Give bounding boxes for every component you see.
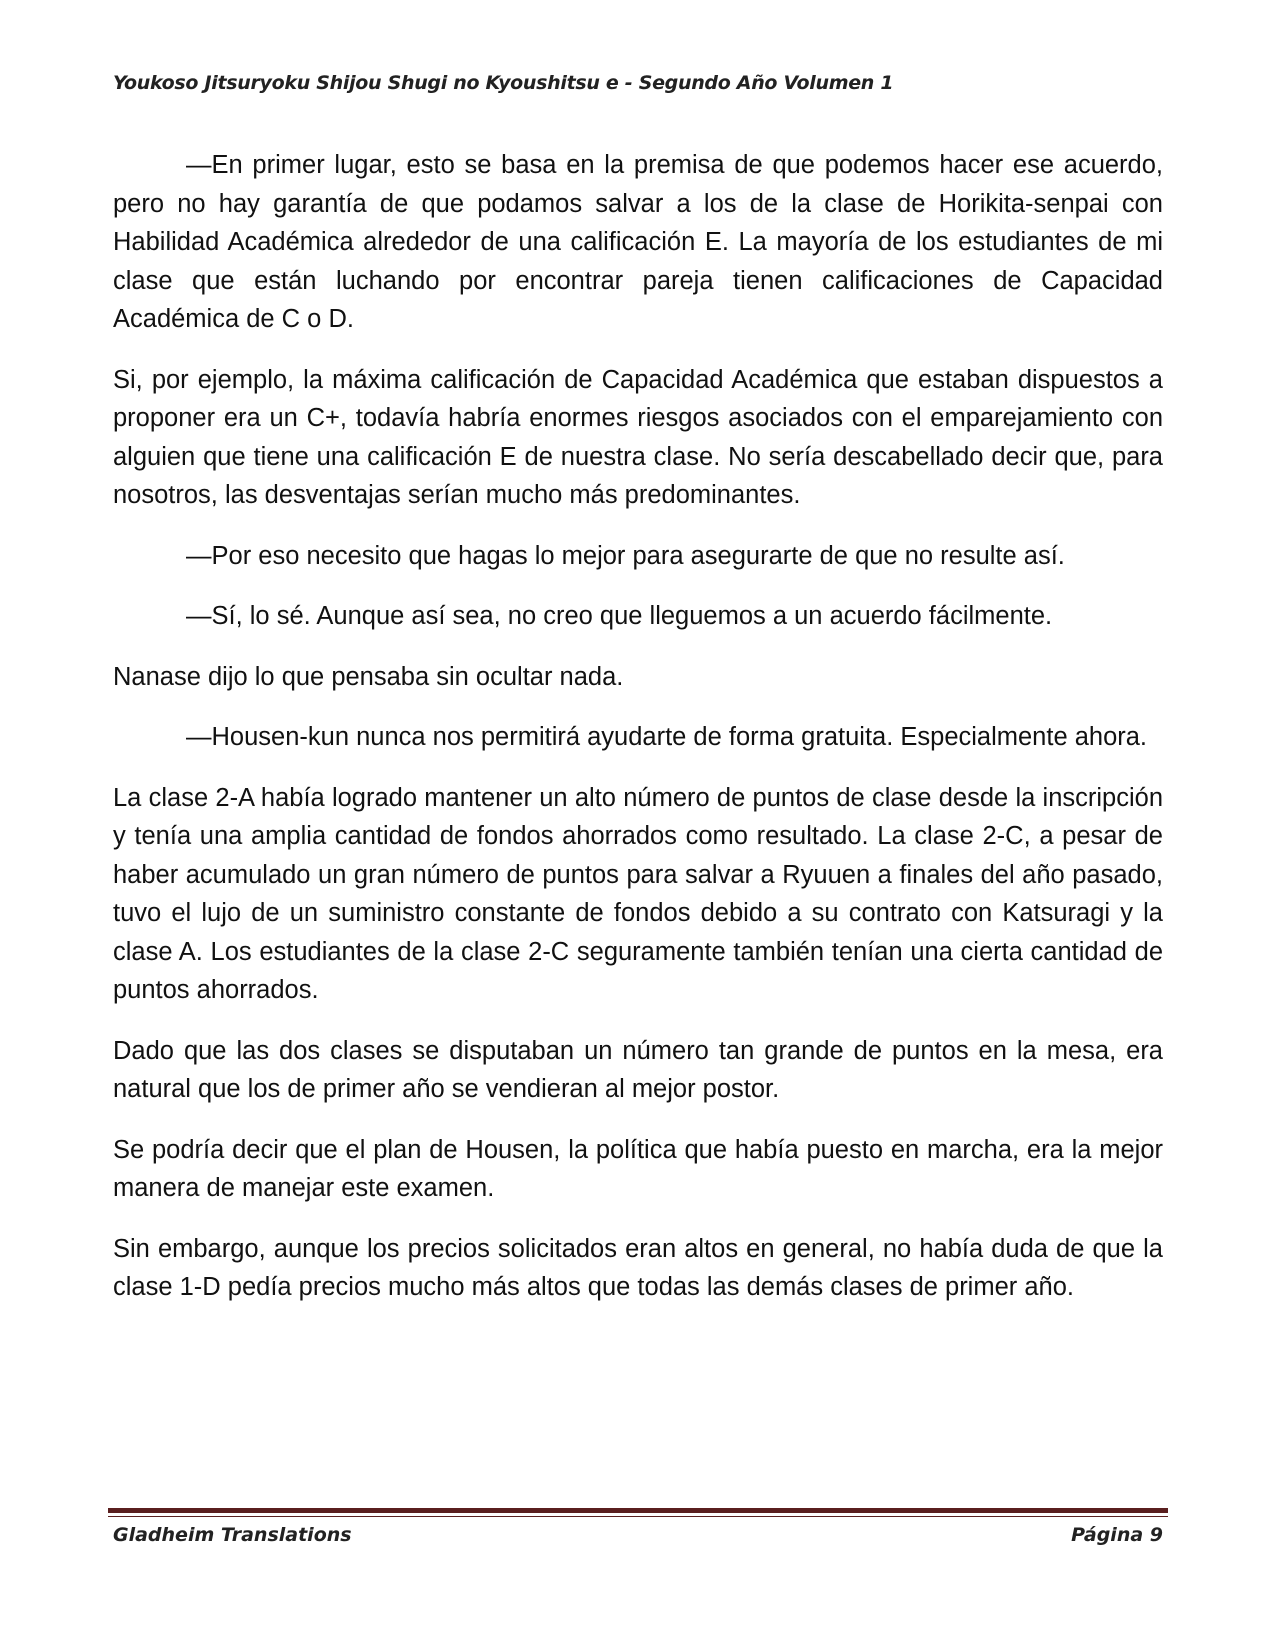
footer-translator: Gladheim Translations xyxy=(113,1524,352,1546)
paragraph: Se podría decir que el plan de Housen, la política que había puesto en marcha, era la mejor manera de manejar este examen. xyxy=(113,1135,1163,1202)
paragraph: La clase 2-A había logrado mantener un alto número de puntos de clase desde la inscripción y tenía una amplia cantidad de fondos ahorrados como resultado. La clase 2-C, a pesar de haber acumulado un gran número de puntos para salvar a Ryuuen a finales del año pasado, tuvo el lujo de un suministro constante de fondos debido a su contrato con Katsuragi y la clase A. Los estudiantes de la clase 2-C seguramente también tenían una cierta cantidad de puntos ahorrados. xyxy=(113,783,1163,1004)
paragraph: Nanase dijo lo que pensaba sin ocultar nada. xyxy=(113,662,624,691)
page-header: Youkoso Jitsuryoku Shijou Shugi no Kyoushitsu e - Segundo Año Volumen 1 xyxy=(113,72,894,94)
paragraph: —Por eso necesito que hagas lo mejor para asegurarte de que no resulte así. xyxy=(186,541,1065,570)
paragraph: —Sí, lo sé. Aunque así sea, no creo que lleguemos a un acuerdo fácilmente. xyxy=(186,602,1053,630)
footer-divider xyxy=(108,1508,1168,1513)
footer-divider-thin xyxy=(108,1516,1168,1517)
paragraph: Dado que las dos clases se disputaban un número tan grande de puntos en la mesa, era natural que los de primer año se vendieran al mejor postor. xyxy=(113,1036,1163,1103)
paragraph: —En primer lugar, esto se basa en la premisa de que podemos hacer ese acuerdo, pero no hay garantía de que podamos salvar a los de la clase de Horikita-senpai con Habilidad Académica alrededor de una calificación E. La mayoría de los estudiantes de mi clase que están luchando por encontrar pareja tienen calificaciones de Capacidad Académica de C o D. xyxy=(113,151,1163,333)
paragraph: —Housen-kun nunca nos permitirá ayudarte de forma gratuita. Especialmente ahora. xyxy=(186,723,1148,751)
footer-page-number: Página 9 xyxy=(1071,1524,1163,1546)
document-body xyxy=(113,146,1163,1329)
paragraph: Si, por ejemplo, la máxima calificación de Capacidad Académica que estaban dispuestos a proponer era un C+, todavía habría enormes riesgos asociados con el emparejamiento con alguien que tiene una calificación E de nuestra clase. No sería descabellado decir que, para nosotros, las desventajas serían mucho más predominantes. xyxy=(113,365,1163,509)
paragraph: Sin embargo, aunque los precios solicitados eran altos en general, no había duda de que la clase 1-D pedía precios mucho más altos que todas las demás clases de primer año. xyxy=(113,1234,1163,1301)
